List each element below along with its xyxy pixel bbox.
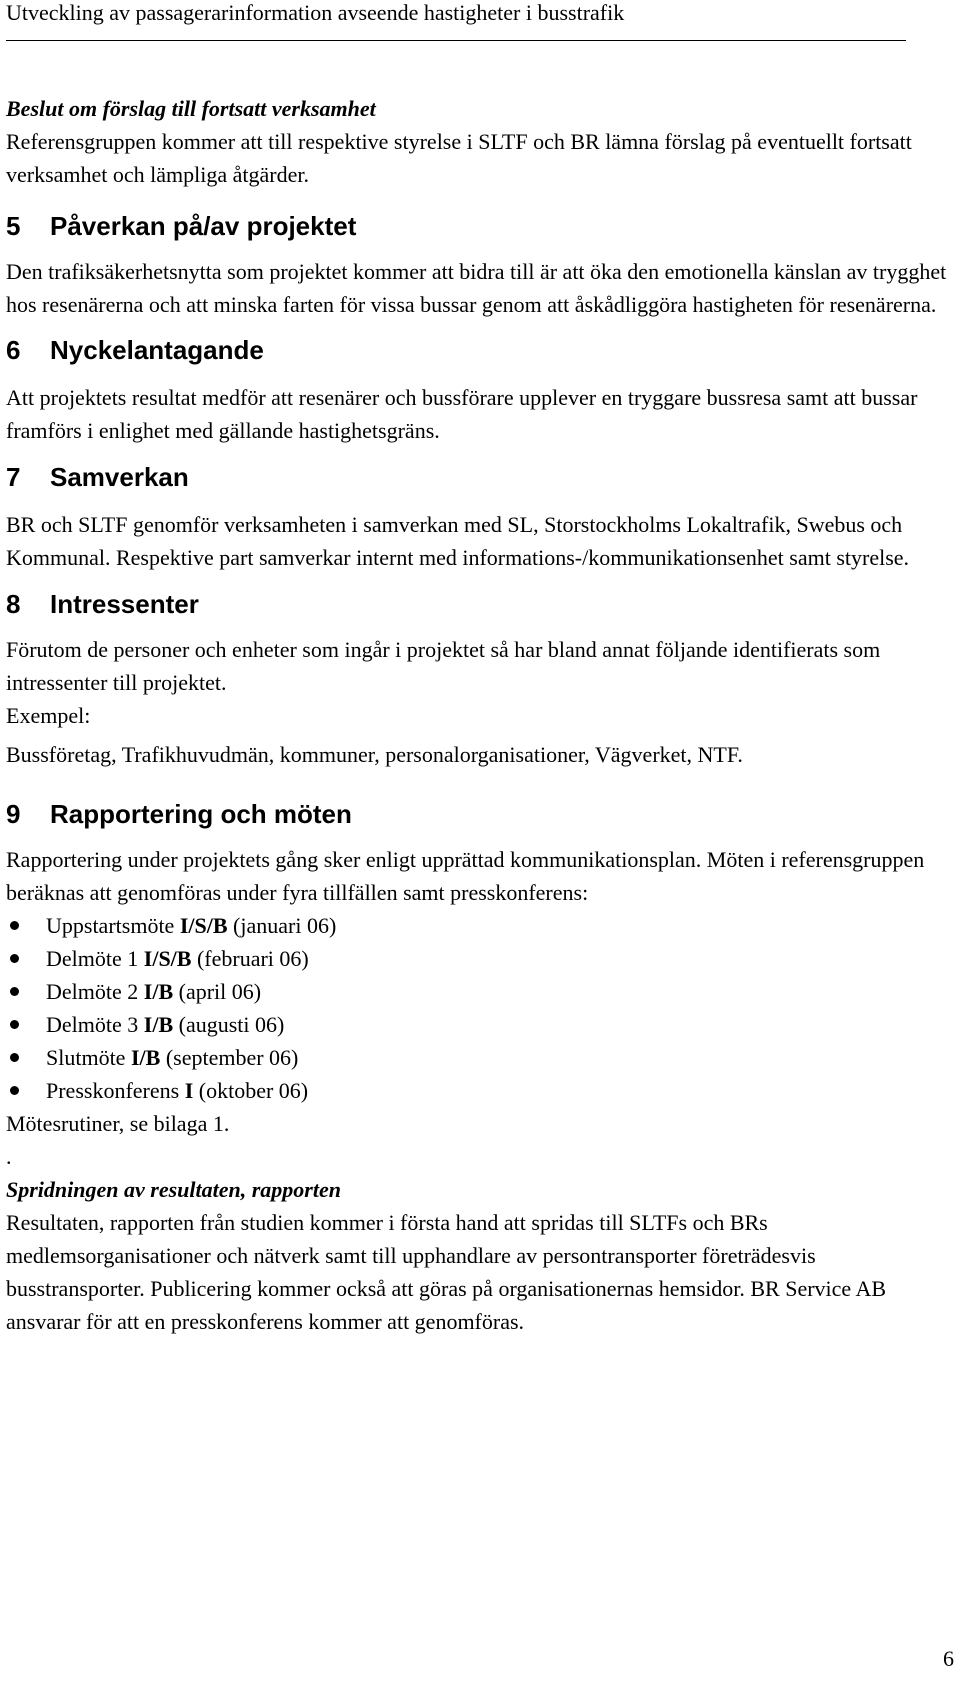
section-9-rutiner: Mötesrutiner, se bilaga 1. [6,1111,230,1136]
meeting-item: Delmöte 2 I/B (april 06) [6,975,954,1008]
section-9-heading [6,799,954,829]
section-5-title: Påverkan på/av projektet [50,211,357,241]
section-8-number: 8 [6,589,21,619]
section-8-text: Förutom de personer och enheter som ingår i projektet så har bland annat följande identifierats som intressenter till projektet. [6,637,881,695]
section-7-heading [6,462,954,492]
section-8-exempel-list: Bussföretag, Trafikhuvudmän, kommuner, personalorganisationer, Vägverket, NTF. [6,742,743,767]
section-9-text: Rapportering under projektets gång sker enligt upprättad kommunikationsplan. Möten i referensgruppen beräknas att genomföras under fyra tillfällen samt presskonferens: [6,847,925,905]
meeting-item: Presskonferens I (oktober 06) [6,1074,954,1107]
header-rule [6,40,906,41]
section-5-number: 5 [6,211,21,241]
section-6-title: Nyckelantagande [50,335,264,365]
section-8-exempel-label: Exempel: [6,703,91,728]
stray-dot: . [6,1144,12,1169]
running-header: Utveckling av passagerarinformation avseende hastigheter i busstrafik [6,0,625,25]
meeting-item: Uppstartsmöte I/S/B (januari 06) [6,909,954,942]
meeting-list [6,909,954,1107]
meeting-item: Delmöte 1 I/S/B (februari 06) [6,942,954,975]
section-5-text: Den trafiksäkerhetsnytta som projektet kommer att bidra till är att öka den emotionella känslan av trygghet hos resenärerna och att minska farten för vissa bussar genom att åskådliggöra hastigheten för resenärerna. [6,259,947,317]
section-9-title: Rapportering och möten [50,799,352,829]
beslut-text: Referensgruppen kommer att till respektive styrelse i SLTF och BR lämna förslag på eventuellt fortsatt verksamhet och lämpliga åtgärder. [6,129,912,187]
section-6-heading [6,335,954,365]
spridning-text: Resultaten, rapporten från studien kommer i första hand att spridas till SLTFs och BRs medlemsorganisationer och nätverk samt till upphandlare av persontransporter företrädesvis busstransporter. Publicering kommer också att göras på organisationernas hemsidor. BR Service AB ansvarar för att en presskonferens kommer att genomföras. [6,1210,887,1334]
section-7-title: Samverkan [50,462,189,492]
section-6-number: 6 [6,335,21,365]
section-7-number: 7 [6,462,21,492]
page-number: 6 [943,1646,954,1671]
section-5-heading [6,211,954,241]
section-7-text: BR och SLTF genomför verksamheten i samverkan med SL, Storstockholms Lokaltrafik, Swebus och Kommunal. Respektive part samverkar internt med informations-/kommunikationsenhet samt styrelse. [6,512,910,570]
section-9-number: 9 [6,799,21,829]
spridning-heading: Spridningen av resultaten, rapporten [6,1177,341,1202]
meeting-item: Slutmöte I/B (september 06) [6,1041,954,1074]
document-body [6,92,954,1338]
section-6-text: Att projektets resultat medför att resenärer och bussförare upplever en tryggare bussresa samt att bussar framförs i enlighet med gällande hastighetsgräns. [6,385,918,443]
section-8-heading [6,589,954,619]
meeting-item: Delmöte 3 I/B (augusti 06) [6,1008,954,1041]
beslut-heading: Beslut om förslag till fortsatt verksamhet [6,96,376,121]
section-8-title: Intressenter [50,589,199,619]
